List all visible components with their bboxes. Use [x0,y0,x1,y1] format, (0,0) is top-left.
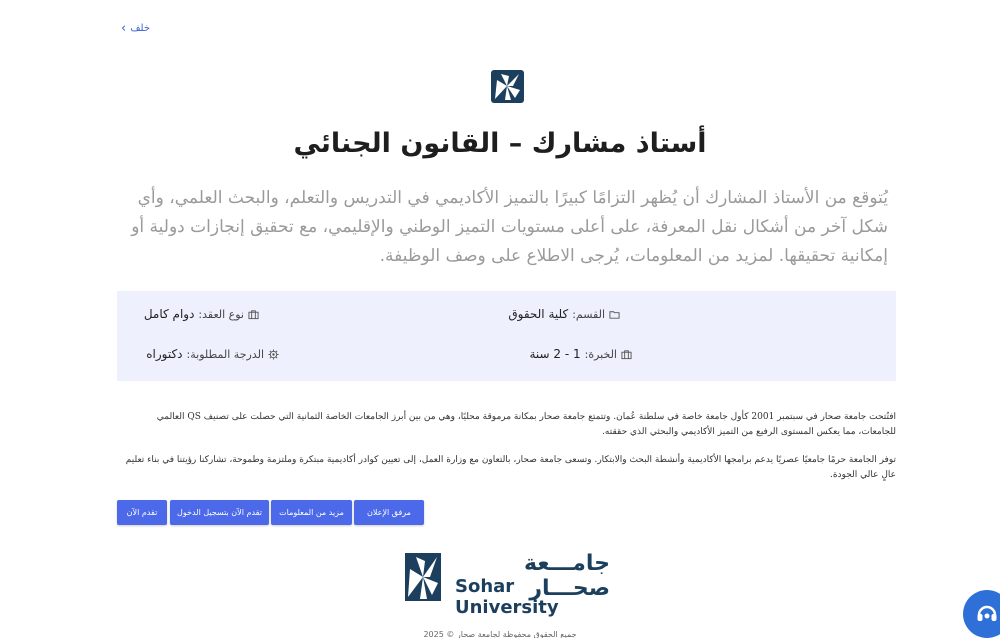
university-logo-icon [491,70,524,103]
briefcase-icon [621,349,632,360]
briefcase-icon [248,309,259,320]
department-label: القسم: [572,307,605,321]
contract-value: دوام كامل [143,307,195,321]
contract-label: نوع العقد: [198,307,244,321]
apply-now-button[interactable]: تقدم الآن [117,500,167,525]
page-title: أستاذ مشارك – القانون الجنائي [293,128,707,159]
about-paragraph-2: توفر الجامعة حرمًا جامعيًا عصريًا يدعم برامجها الأكاديمية وأنشطة البحث والابتكار. وتسعى جامعة صحار، بالتعاون مع وزارة العمل، إلى تعيين كوادر أكاديمية مبتكرة وملتزمة وطموحة، تشاركنا رؤيتنا في بناء تعليم عالٍ عالي الجودة. [125,455,896,480]
job-intro: يُتوقع من الأستاذ المشارك أن يُظهر التزامًا كبيرًا بالتميز الأكاديمي في التدريس والتعلم، والبحث العلمي، وأي شكل آخر من أشكال نقل المعرفة، على أعلى مستويات التميز الوطني والإقليمي، مع تحقيق إنجازات دولية أو إمكانية تحقيقها. لمزيد من المعلومات، يُرجى الاطلاع على وصف الوظيفة. [131,188,888,266]
info-experience [529,347,632,361]
copyright-text: جميع الحقوق محفوظة لجامعة صحار © 2025 [423,630,577,638]
info-degree [146,347,279,361]
about-paragraph-1: افتُتحت جامعة صحار في سبتمبر 2001 كأول جامعة خاصة في سلطنة عُمان. وتتمتع جامعة صحار بمكانة مرموقة محليًا، وهي من بين أبرز الجامعات الخاصة الثمانية التي حصلت على تصنيف QS العالمي للجامعات، مما يعكس المستوى الرفيع من التميز الأكاديمي والبحثي الذي حققته. [156,412,896,437]
more-info-button[interactable]: مزيد من المعلومات [271,500,352,525]
experience-label: الخبرة: [584,347,617,361]
headset-icon [974,601,1000,627]
info-department [508,307,620,321]
apply-login-button[interactable]: تقدم الآن بتسجيل الدخول [170,500,269,525]
gear-icon [268,349,279,360]
brand-name-english: Sohar University [455,576,559,618]
university-emblem-icon [405,553,441,601]
job-info-box [117,291,896,381]
folder-icon [609,309,620,320]
degree-label: الدرجة المطلوبة: [186,347,264,361]
attachment-button[interactable]: مرفق الإعلان [354,500,424,525]
experience-value: 1 - 2 سنة [529,347,581,361]
back-link[interactable] [121,22,150,35]
brand-name-arabic: جامـــعة صحـــار [523,551,610,601]
department-value: كلية الحقوق [508,307,569,321]
footer-logo [405,551,610,618]
back-label: خلف [130,23,151,34]
degree-value: دكتوراه [146,347,183,361]
info-contract-type [144,307,259,321]
chevron-left-icon: ‹ [121,21,127,36]
